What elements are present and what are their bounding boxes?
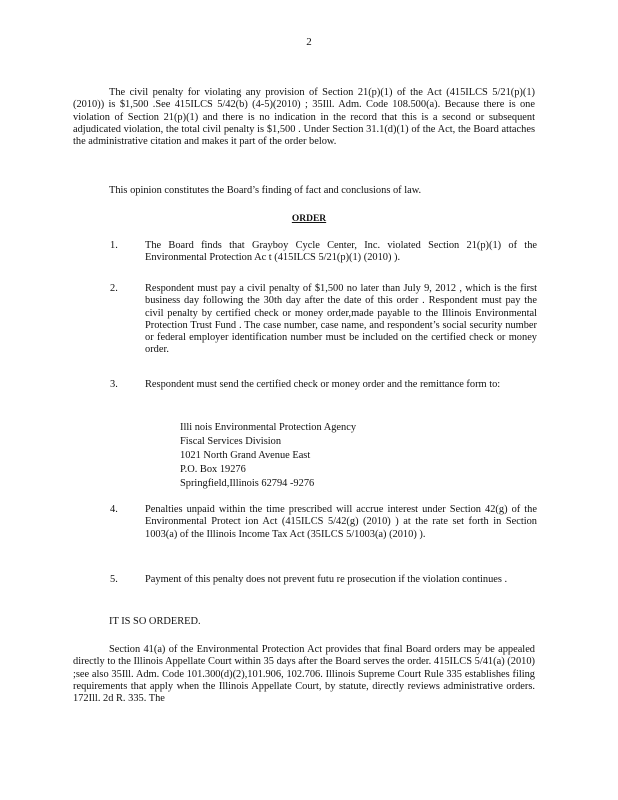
- item-text: Respondent must send the certified check or money order and the remittance form to:: [145, 379, 501, 390]
- item-number: 1.: [110, 240, 118, 251]
- item-number: 3.: [110, 379, 118, 390]
- item-number: 2.: [110, 283, 118, 294]
- so-ordered: IT IS SO ORDERED.: [109, 616, 201, 627]
- item-text: Penalties unpaid within the time prescribed will accrue interest under Section 42(g) of the Environmental Protect ion Act (415ILCS 5/42(g) (2010) ) at the rate set forth in Section 1003(a) of the Illinois Income Tax Act (35ILCS 5/1003(a) (2010) ).: [145, 504, 537, 540]
- item-text: Respondent must pay a civil penalty of $1,500 no later than July 9, 2012 , which is the first business day following the 30th day after the date of this order . Respondent must pay the civil penalty by certified check or money order,made payable to the Illinois Environmental Protection Trust Fund . The case number, case name, and respondent’s social security number or federal employer identification number must be included on the certified check or money order.: [145, 283, 537, 356]
- penalty-paragraph: The civil penalty for violating any provision of Section 21(p)(1) of the Act (415ILCS 5/21(p)(1) (2010)) is $1,500 .See 415ILCS 5/42(b) (4-5)(2010) ; 35Ill. Adm. Code 108.500(a). Because there is one violation of Section 21(p)(1) and there is no indication in the record that this is a second or subsequent adjudicated violation, the total civil penalty is $1,500 . Under Section 31.1(d)(1) of the Act, the Board attaches the administrative citation and makes it part of the order below.: [73, 87, 535, 148]
- item-number: 4.: [110, 504, 118, 515]
- item-number: 5.: [110, 574, 118, 585]
- address-line: P.O. Box 19276: [180, 464, 246, 475]
- appeal-paragraph: Section 41(a) of the Environmental Protection Act provides that final Board orders may be appealed directly to the Illinois Appellate Court within 35 days after the Board serves the order. 415ILCS 5/41(a) (2010) ;see also 35Ill. Adm. Code 101.300(d)(2),101.906, 102.706. Illinois Supreme Court Rule 335 establishes filing requirements that apply when the Illinois Appellate Court, by statute, directly reviews administrative orders. 172Ill. 2d R. 335. The: [73, 644, 535, 705]
- item-text: Payment of this penalty does not prevent futu re prosecution if the violation continues .: [145, 574, 508, 585]
- address-line: Springfield,Illinois 62794 -9276: [180, 478, 315, 489]
- order-heading: ORDER: [291, 214, 327, 224]
- page-number: 2: [306, 36, 312, 48]
- remittance-address: [180, 421, 356, 491]
- address-line: 1021 North Grand Avenue East: [180, 450, 311, 461]
- address-line: Fiscal Services Division: [180, 436, 282, 447]
- opinion-paragraph: This opinion constitutes the Board’s finding of fact and conclusions of law.: [109, 185, 422, 196]
- item-text: The Board finds that Grayboy Cycle Center, Inc. violated Section 21(p)(1) of the Environmental Protection Ac t (415ILCS 5/21(p)(1) (2010) ).: [145, 240, 537, 264]
- address-line: Illi nois Environmental Protection Agency: [180, 422, 357, 433]
